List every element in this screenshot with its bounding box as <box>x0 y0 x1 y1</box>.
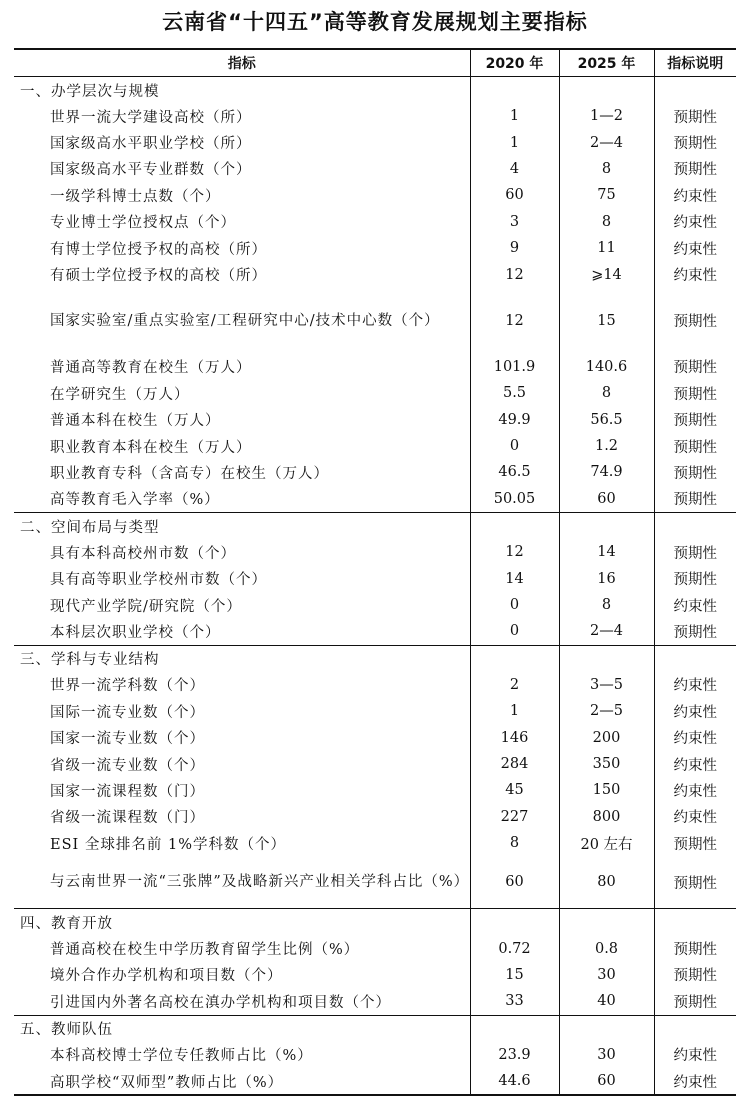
value-2020: 1 <box>470 698 559 724</box>
indicator-type: 约束性 <box>654 1068 736 1095</box>
value-2020: 60 <box>470 856 559 909</box>
indicator-name: 有硕士学位授予权的高校（所） <box>50 268 267 285</box>
table-row <box>14 724 736 750</box>
table-row <box>14 354 736 380</box>
section-empty-cell <box>470 909 559 936</box>
indicator-name: 国家一流课程数（门） <box>50 783 205 800</box>
indicator-type: 预期性 <box>654 407 736 433</box>
section-heading: 四、教育开放 <box>14 909 470 936</box>
indicator-name: 具有高等职业学校州市数（个） <box>50 572 267 589</box>
table-row <box>14 777 736 803</box>
table-row <box>14 830 736 856</box>
indicator-name: 境外合作办学机构和项目数（个） <box>50 968 283 985</box>
value-2020: 45 <box>470 777 559 803</box>
value-2020: 0 <box>470 618 559 645</box>
table-row <box>14 459 736 485</box>
indicator-name: 国家实验室/重点实验室/工程研究中心/技术中心数（个） <box>50 312 440 329</box>
table-row <box>14 261 736 287</box>
table-row <box>14 209 736 235</box>
section-empty-cell <box>470 1015 559 1042</box>
table-row <box>14 156 736 182</box>
section-empty-cell <box>470 77 559 104</box>
value-2025: 0.8 <box>559 935 654 961</box>
section-empty-cell <box>654 645 736 672</box>
table-row <box>14 235 736 261</box>
indicator-type: 约束性 <box>654 724 736 750</box>
value-2020: 101.9 <box>470 354 559 380</box>
indicator-name: 本科高校博士学位专任教师占比（%） <box>50 1048 313 1065</box>
value-2020: 8 <box>470 830 559 856</box>
section-empty-cell <box>654 77 736 104</box>
indicator-name: 与云南世界一流“三张牌”及战略新兴产业相关学科占比（%） <box>50 873 470 890</box>
indicator-name: 具有本科高校州市数（个） <box>50 545 236 562</box>
table-row <box>14 592 736 618</box>
indicator-name: 有博士学位授予权的高校（所） <box>50 241 267 258</box>
indicator-name: 国家级高水平专业群数（个） <box>50 162 252 179</box>
value-2020: 60 <box>470 182 559 208</box>
indicator-type: 预期性 <box>654 156 736 182</box>
section-empty-cell <box>559 77 654 104</box>
indicator-type: 预期性 <box>654 354 736 380</box>
indicator-name: 高职学校“双师型”教师占比（%） <box>50 1074 284 1091</box>
value-2020: 12 <box>470 288 559 354</box>
value-2020: 23.9 <box>470 1042 559 1068</box>
indicator-type: 约束性 <box>654 751 736 777</box>
value-2025: 60 <box>559 1068 654 1095</box>
indicator-type: 预期性 <box>654 380 736 406</box>
indicator-name: 引进国内外著名高校在滇办学机构和项目数（个） <box>50 994 391 1011</box>
indicator-type: 预期性 <box>654 565 736 591</box>
section-empty-cell <box>470 645 559 672</box>
table-row <box>14 698 736 724</box>
value-2025: 200 <box>559 724 654 750</box>
section-empty-cell <box>654 909 736 936</box>
header-2025: 2025 年 <box>559 49 654 77</box>
section-empty-cell <box>559 513 654 540</box>
section-heading: 一、办学层次与规模 <box>20 83 160 100</box>
value-2025: 8 <box>559 592 654 618</box>
section-row <box>14 645 736 672</box>
value-2020: 227 <box>470 804 559 830</box>
value-2025: 140.6 <box>559 354 654 380</box>
value-2025: 8 <box>559 156 654 182</box>
section-row <box>14 77 736 104</box>
table-row <box>14 1068 736 1095</box>
value-2020: 0 <box>470 592 559 618</box>
value-2025: 20 左右 <box>559 830 654 856</box>
indicator-type: 预期性 <box>654 856 736 909</box>
value-2025: 3—5 <box>559 672 654 698</box>
table-row <box>14 988 736 1015</box>
value-2020: 1 <box>470 129 559 155</box>
value-2025: ⩾14 <box>559 261 654 287</box>
table-row <box>14 129 736 155</box>
table-row <box>14 182 736 208</box>
section-empty-cell <box>654 1015 736 1042</box>
value-2025: 8 <box>559 209 654 235</box>
indicator-type: 预期性 <box>654 539 736 565</box>
section-empty-cell <box>559 1015 654 1042</box>
table-row <box>14 565 736 591</box>
indicator-type: 约束性 <box>654 235 736 261</box>
section-heading: 二、空间布局与类型 <box>14 513 470 540</box>
section-empty-cell <box>470 513 559 540</box>
indicator-name: 国家级高水平职业学校（所） <box>50 136 252 153</box>
value-2025: 75 <box>559 182 654 208</box>
value-2020: 1 <box>470 103 559 129</box>
indicator-type: 约束性 <box>654 672 736 698</box>
value-2025: 16 <box>559 565 654 591</box>
header-indicator: 指标 <box>14 49 470 77</box>
indicator-type: 预期性 <box>654 288 736 354</box>
value-2020: 50.05 <box>470 486 559 513</box>
section-row <box>14 1015 736 1042</box>
indicator-type: 预期性 <box>654 988 736 1015</box>
indicator-table <box>14 48 736 1096</box>
value-2025: 1—2 <box>559 103 654 129</box>
section-empty-cell <box>559 645 654 672</box>
table-row <box>14 672 736 698</box>
indicator-type: 约束性 <box>654 182 736 208</box>
value-2025: 30 <box>559 1042 654 1068</box>
value-2020: 44.6 <box>470 1068 559 1095</box>
indicator-name: 在学研究生（万人） <box>50 386 190 403</box>
value-2025: 2—5 <box>559 698 654 724</box>
indicator-type: 预期性 <box>654 618 736 645</box>
section-row <box>14 513 736 540</box>
indicator-name: 省级一流专业数（个） <box>50 757 205 774</box>
value-2025: 150 <box>559 777 654 803</box>
indicator-type: 预期性 <box>654 830 736 856</box>
value-2025: 56.5 <box>559 407 654 433</box>
indicator-name: 本科层次职业学校（个） <box>50 624 221 641</box>
value-2025: 15 <box>559 288 654 354</box>
indicator-type: 约束性 <box>654 209 736 235</box>
value-2025: 40 <box>559 988 654 1015</box>
value-2025: 80 <box>559 856 654 909</box>
value-2025: 350 <box>559 751 654 777</box>
indicator-name: 职业教育专科（含高专）在校生（万人） <box>50 465 329 482</box>
table-row <box>14 1042 736 1068</box>
value-2025: 14 <box>559 539 654 565</box>
indicator-name: 国家一流专业数（个） <box>50 731 205 748</box>
value-2020: 14 <box>470 565 559 591</box>
value-2020: 15 <box>470 962 559 988</box>
value-2020: 4 <box>470 156 559 182</box>
indicator-name: 普通高校在校生中学历教育留学生比例（%） <box>50 942 360 959</box>
indicator-name: 国际一流专业数（个） <box>50 704 205 721</box>
indicator-type: 预期性 <box>654 103 736 129</box>
indicator-type: 约束性 <box>654 777 736 803</box>
value-2020: 3 <box>470 209 559 235</box>
table-body <box>14 77 736 1096</box>
value-2020: 33 <box>470 988 559 1015</box>
value-2025: 800 <box>559 804 654 830</box>
value-2020: 284 <box>470 751 559 777</box>
value-2025: 8 <box>559 380 654 406</box>
value-2025: 74.9 <box>559 459 654 485</box>
table-row <box>14 380 736 406</box>
value-2025: 2—4 <box>559 129 654 155</box>
indicator-name: 世界一流大学建设高校（所） <box>50 109 252 126</box>
value-2020: 2 <box>470 672 559 698</box>
value-2020: 0.72 <box>470 935 559 961</box>
table-row <box>14 935 736 961</box>
indicator-name: 职业教育本科在校生（万人） <box>50 439 252 456</box>
indicator-name: 普通高等教育在校生（万人） <box>50 360 252 377</box>
value-2020: 0 <box>470 433 559 459</box>
indicator-type: 预期性 <box>654 935 736 961</box>
indicator-type: 约束性 <box>654 804 736 830</box>
indicator-type: 约束性 <box>654 698 736 724</box>
indicator-name: 世界一流学科数（个） <box>50 678 205 695</box>
value-2020: 49.9 <box>470 407 559 433</box>
indicator-type: 约束性 <box>654 261 736 287</box>
indicator-name: ESI 全球排名前 1%学科数（个） <box>50 836 286 853</box>
value-2020: 12 <box>470 539 559 565</box>
value-2025: 1.2 <box>559 433 654 459</box>
indicator-type: 约束性 <box>654 592 736 618</box>
header-2020: 2020 年 <box>470 49 559 77</box>
indicator-name: 高等教育毛入学率（%） <box>50 492 220 509</box>
indicator-type: 约束性 <box>654 1042 736 1068</box>
indicator-type: 预期性 <box>654 486 736 513</box>
table-row <box>14 962 736 988</box>
table-row <box>14 856 736 909</box>
value-2025: 11 <box>559 235 654 261</box>
table-row <box>14 486 736 513</box>
table-row <box>14 539 736 565</box>
indicator-name: 一级学科博士点数（个） <box>50 188 221 205</box>
indicator-type: 预期性 <box>654 433 736 459</box>
indicator-type: 预期性 <box>654 129 736 155</box>
section-heading: 三、学科与专业结构 <box>14 645 470 672</box>
table-row <box>14 407 736 433</box>
header-row <box>14 49 736 77</box>
section-empty-cell <box>654 513 736 540</box>
table-row <box>14 433 736 459</box>
section-empty-cell <box>559 909 654 936</box>
value-2020: 9 <box>470 235 559 261</box>
value-2020: 5.5 <box>470 380 559 406</box>
value-2020: 46.5 <box>470 459 559 485</box>
table-row <box>14 618 736 645</box>
page-title: 云南省“十四五”高等教育发展规划主要指标 <box>162 10 588 34</box>
table-row <box>14 804 736 830</box>
table-row <box>14 103 736 129</box>
value-2020: 12 <box>470 261 559 287</box>
section-row <box>14 909 736 936</box>
header-note: 指标说明 <box>654 49 736 77</box>
indicator-name: 省级一流课程数（门） <box>50 810 205 827</box>
indicator-name: 普通本科在校生（万人） <box>50 413 221 430</box>
table-row <box>14 288 736 354</box>
indicator-name: 专业博士学位授权点（个） <box>50 215 236 232</box>
indicator-name: 现代产业学院/研究院（个） <box>50 598 242 615</box>
section-heading: 五、教师队伍 <box>14 1015 470 1042</box>
indicator-type: 预期性 <box>654 962 736 988</box>
indicator-type: 预期性 <box>654 459 736 485</box>
value-2025: 2—4 <box>559 618 654 645</box>
value-2020: 146 <box>470 724 559 750</box>
table-row <box>14 751 736 777</box>
value-2025: 30 <box>559 962 654 988</box>
value-2025: 60 <box>559 486 654 513</box>
